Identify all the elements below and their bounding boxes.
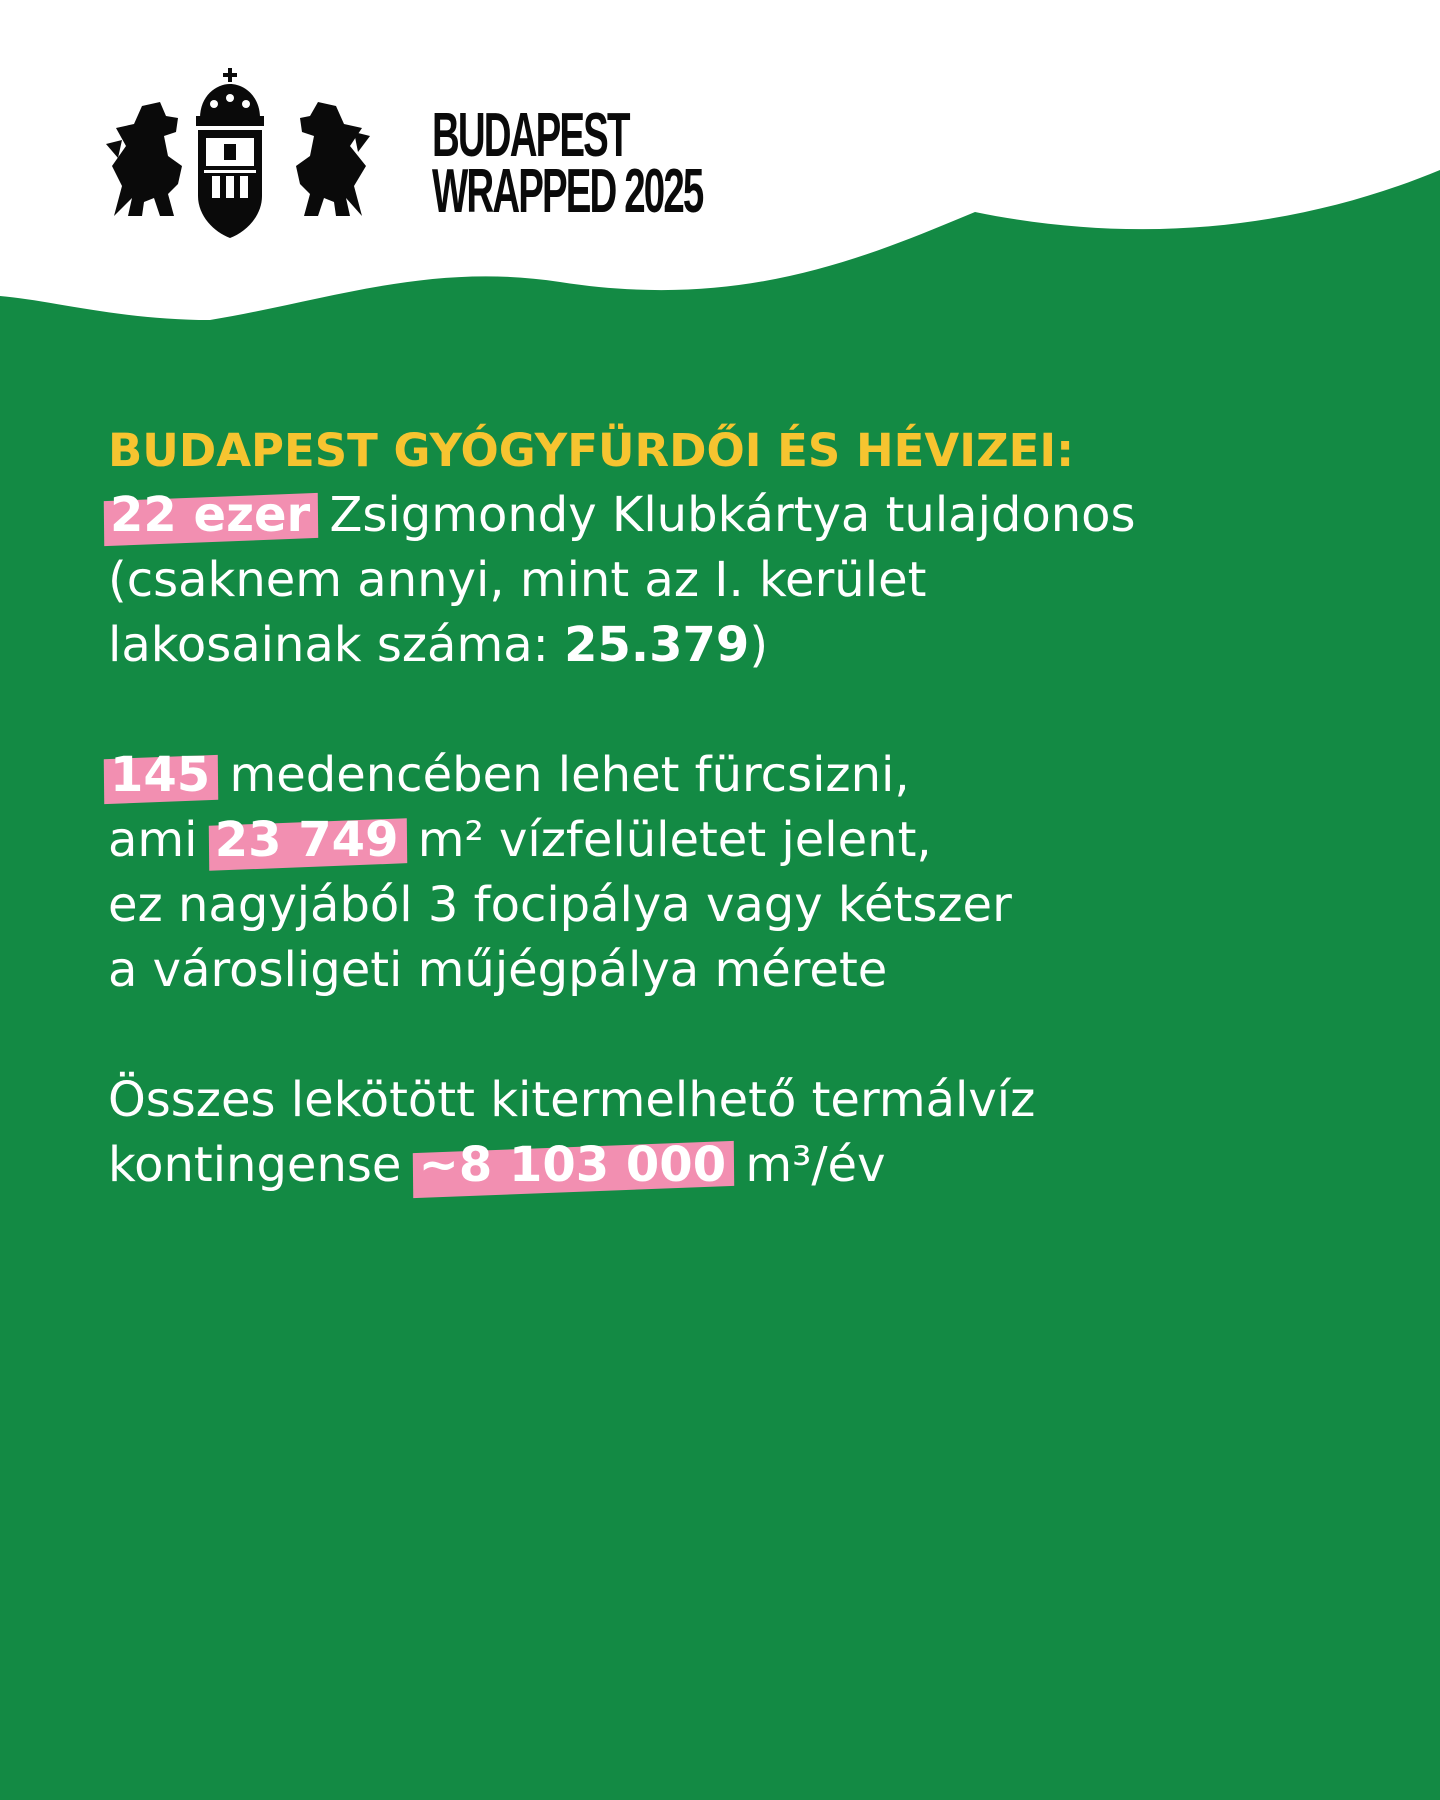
paragraph-line: ez nagyjából 3 focipálya vagy kétszer xyxy=(108,877,1012,933)
brand-line-2: WRAPPED 2025 xyxy=(432,157,703,226)
paragraph-line xyxy=(108,613,1358,678)
text-fragment: Zsigmondy Klubkártya tulajdonos xyxy=(314,487,1136,543)
paragraph-line: a városligeti műjégpálya mérete xyxy=(108,942,888,998)
stat-highlight-8103000: ~8 103 000 xyxy=(417,1133,730,1198)
stat-highlight-23749: 23 749 xyxy=(213,808,403,873)
headline: BUDAPEST GYÓGYFÜRDŐI ÉS HÉVIZEI: xyxy=(108,424,1075,477)
brand-line-1: BUDAPEST xyxy=(432,101,629,170)
population-value: 25.379 xyxy=(564,617,750,673)
brand-wordmark xyxy=(432,101,868,226)
paragraph-line xyxy=(108,808,1358,873)
paragraph-line xyxy=(108,743,1358,808)
text-fragment: m³/év xyxy=(730,1137,886,1193)
budapest-coat-of-arms-icon xyxy=(104,66,372,242)
main-content xyxy=(108,418,1358,1198)
paragraph-pools xyxy=(108,743,1358,1003)
text-fragment: kontingense xyxy=(108,1137,417,1193)
stat-highlight-145: 145 xyxy=(108,743,214,808)
text-fragment: medencében lehet fürcsizni, xyxy=(214,747,910,803)
text-fragment: ) xyxy=(749,617,769,673)
text-fragment: m² vízfelületet jelent, xyxy=(402,812,932,868)
paragraph-line: (csaknem annyi, mint az I. kerület xyxy=(108,552,927,608)
paragraph-line xyxy=(108,1133,1358,1198)
paragraph-line: Összes lekötött kitermelhető termálvíz xyxy=(108,1072,1036,1128)
stat-highlight-22-ezer: 22 ezer xyxy=(108,483,314,548)
text-fragment: lakosainak száma: xyxy=(108,617,565,673)
paragraph-club-card xyxy=(108,483,1358,678)
paragraph-thermal-water xyxy=(108,1068,1358,1198)
paragraph-line xyxy=(108,483,1358,548)
text-fragment: ami xyxy=(108,812,213,868)
